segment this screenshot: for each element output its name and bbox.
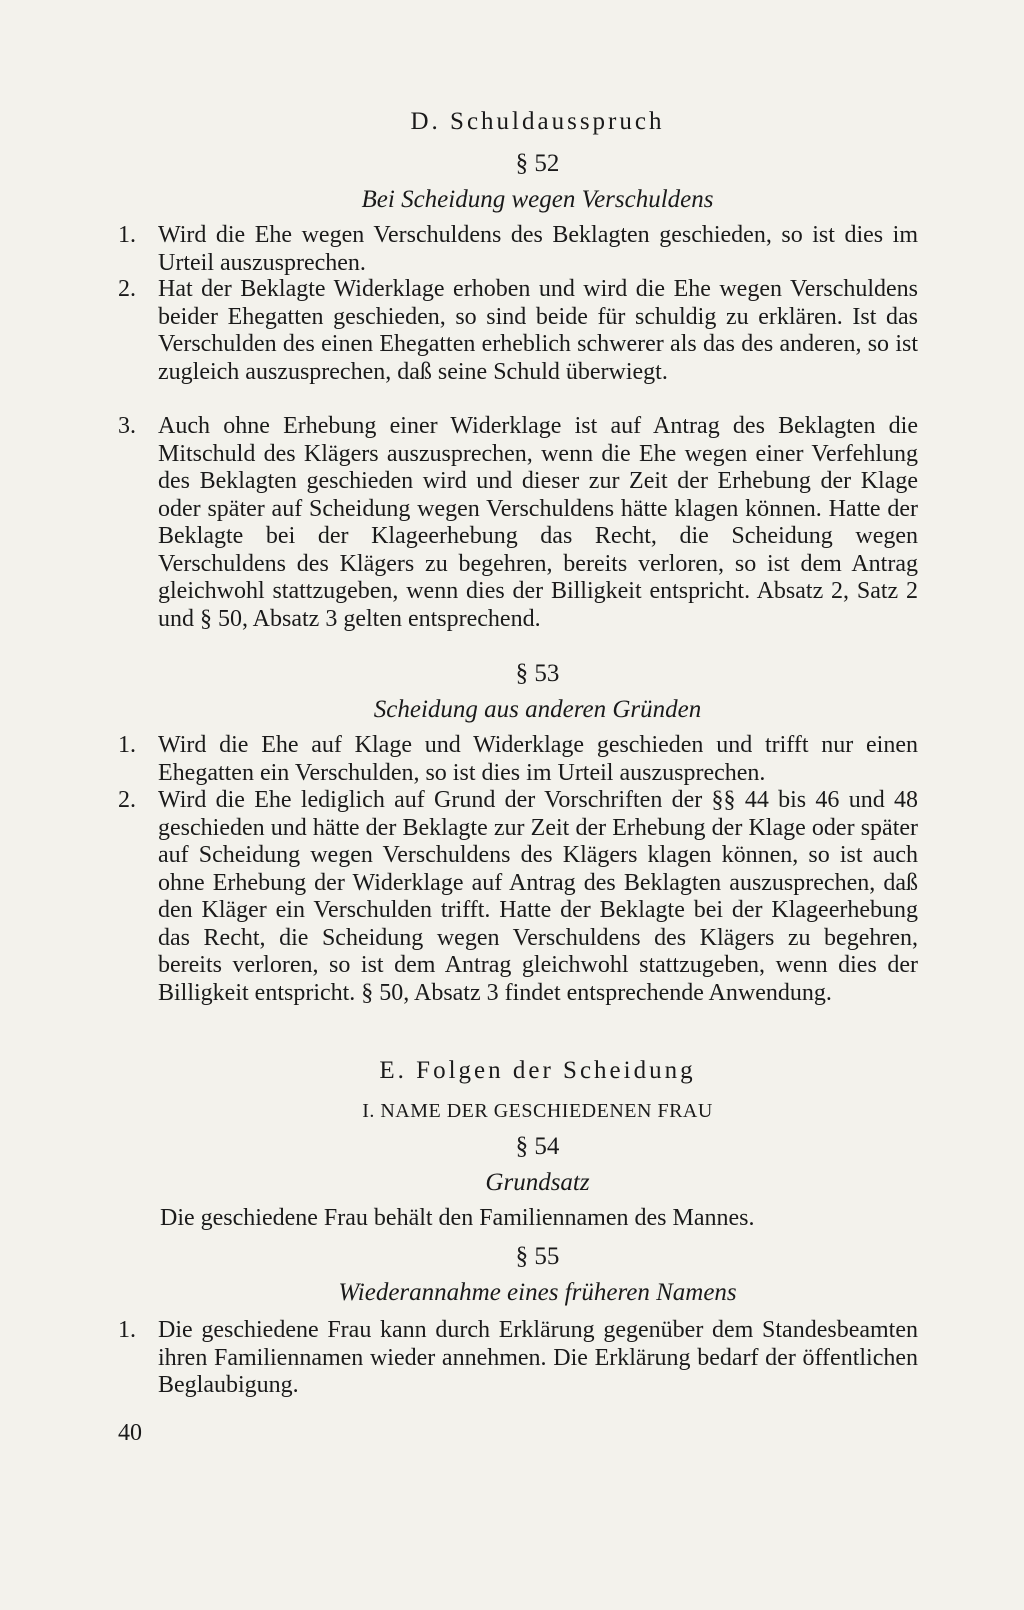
item-number: 3. — [118, 413, 136, 439]
paragraph-52-title: Bei Scheidung wegen Verschuldens — [361, 186, 714, 213]
page-number: 40 — [118, 1420, 142, 1446]
paragraph-53-number: § 53 — [515, 660, 560, 687]
p53-item-1 — [118, 732, 918, 787]
section-e-subheading: I. NAME DER GESCHIEDENEN FRAU — [362, 1100, 713, 1122]
item-text: Wird die Ehe lediglich auf Grund der Vorschriften der §§ 44 bis 46 und 48 geschieden und hätte der Beklagte zur Zeit der Erhebung der Klage oder später auf Scheidung wegen Verschuldens des Klägers klagen können, so ist auch ohne Erhebung der Widerklage auf Antrag des Beklagten auszusprechen, daß den Kläger ein Verschulden trifft. Hatte der Beklagte bei der Klageerhebung das Recht, die Scheidung wegen Verschuldens des Klägers zu begehren, bereits verloren, so ist dem Antrag gleichwohl stattzugeben, wenn dies der Billigkeit entspricht. § 50, Absatz 3 findet entsprechende Anwendung. — [158, 787, 918, 1006]
paragraph-54-title: Grundsatz — [485, 1169, 590, 1196]
paragraph-53-title: Scheidung aus anderen Gründen — [373, 696, 702, 723]
section-d-heading: D. Schuldausspruch — [410, 108, 665, 135]
paragraph-54-number: § 54 — [515, 1133, 560, 1160]
p53-item-2 — [118, 787, 918, 1007]
item-number: 1. — [118, 732, 136, 758]
item-text: Wird die Ehe wegen Verschuldens des Beklagten geschieden, so ist dies im Urteil auszusprechen. — [158, 222, 918, 276]
item-number: 1. — [118, 1317, 136, 1343]
item-text: Hat der Beklagte Widerklage erhoben und wird die Ehe wegen Verschuldens beider Ehegatten geschieden, so sind beide für schuldig zu erklären. Ist das Verschulden des einen Ehegatten erheblich schwerer als das des anderen, so ist zugleich auszusprechen, daß seine Schuld überwiegt. — [158, 276, 918, 385]
paragraph-54-text: Die geschiedene Frau behält den Familiennamen des Mannes. — [160, 1205, 755, 1231]
item-text: Auch ohne Erhebung einer Widerklage ist auf Antrag des Beklagten die Mitschuld des Klägers auszusprechen, wenn die Ehe wegen einer Verfehlung des Beklagten geschieden wird und dieser zur Zeit der Erhebung der Klage oder später auf Scheidung wegen Verschuldens hätte klagen können. Hatte der Beklagte bei der Klageerhebung das Recht, die Scheidung wegen Verschuldens des Klägers zu begehren, bereits verloren, so ist dem Antrag gleichwohl stattzugeben, wenn dies der Billigkeit entspricht. Absatz 2, Satz 2 und § 50, Absatz 3 gelten entsprechend. — [158, 413, 918, 632]
paragraph-55-number: § 55 — [515, 1243, 560, 1270]
section-e-heading: E. Folgen der Scheidung — [379, 1057, 696, 1084]
item-number: 2. — [118, 787, 136, 813]
item-number: 2. — [118, 276, 136, 302]
paragraph-55-title: Wiederannahme eines früheren Namens — [338, 1279, 737, 1306]
p55-item-1 — [118, 1317, 918, 1400]
p52-item-2 — [118, 276, 918, 386]
item-text: Die geschiedene Frau kann durch Erklärung gegenüber dem Standesbeamten ihren Familiennamen wieder annehmen. Die Erklärung bedarf der öffentlichen Beglaubigung. — [158, 1317, 918, 1398]
paragraph-52-number: § 52 — [515, 150, 560, 177]
p52-item-3 — [118, 413, 918, 633]
item-text: Wird die Ehe auf Klage und Widerklage geschieden und trifft nur einen Ehegatten ein Verschulden, so ist dies im Urteil auszusprechen. — [158, 732, 918, 786]
p52-item-1 — [118, 222, 918, 277]
item-number: 1. — [118, 222, 136, 248]
